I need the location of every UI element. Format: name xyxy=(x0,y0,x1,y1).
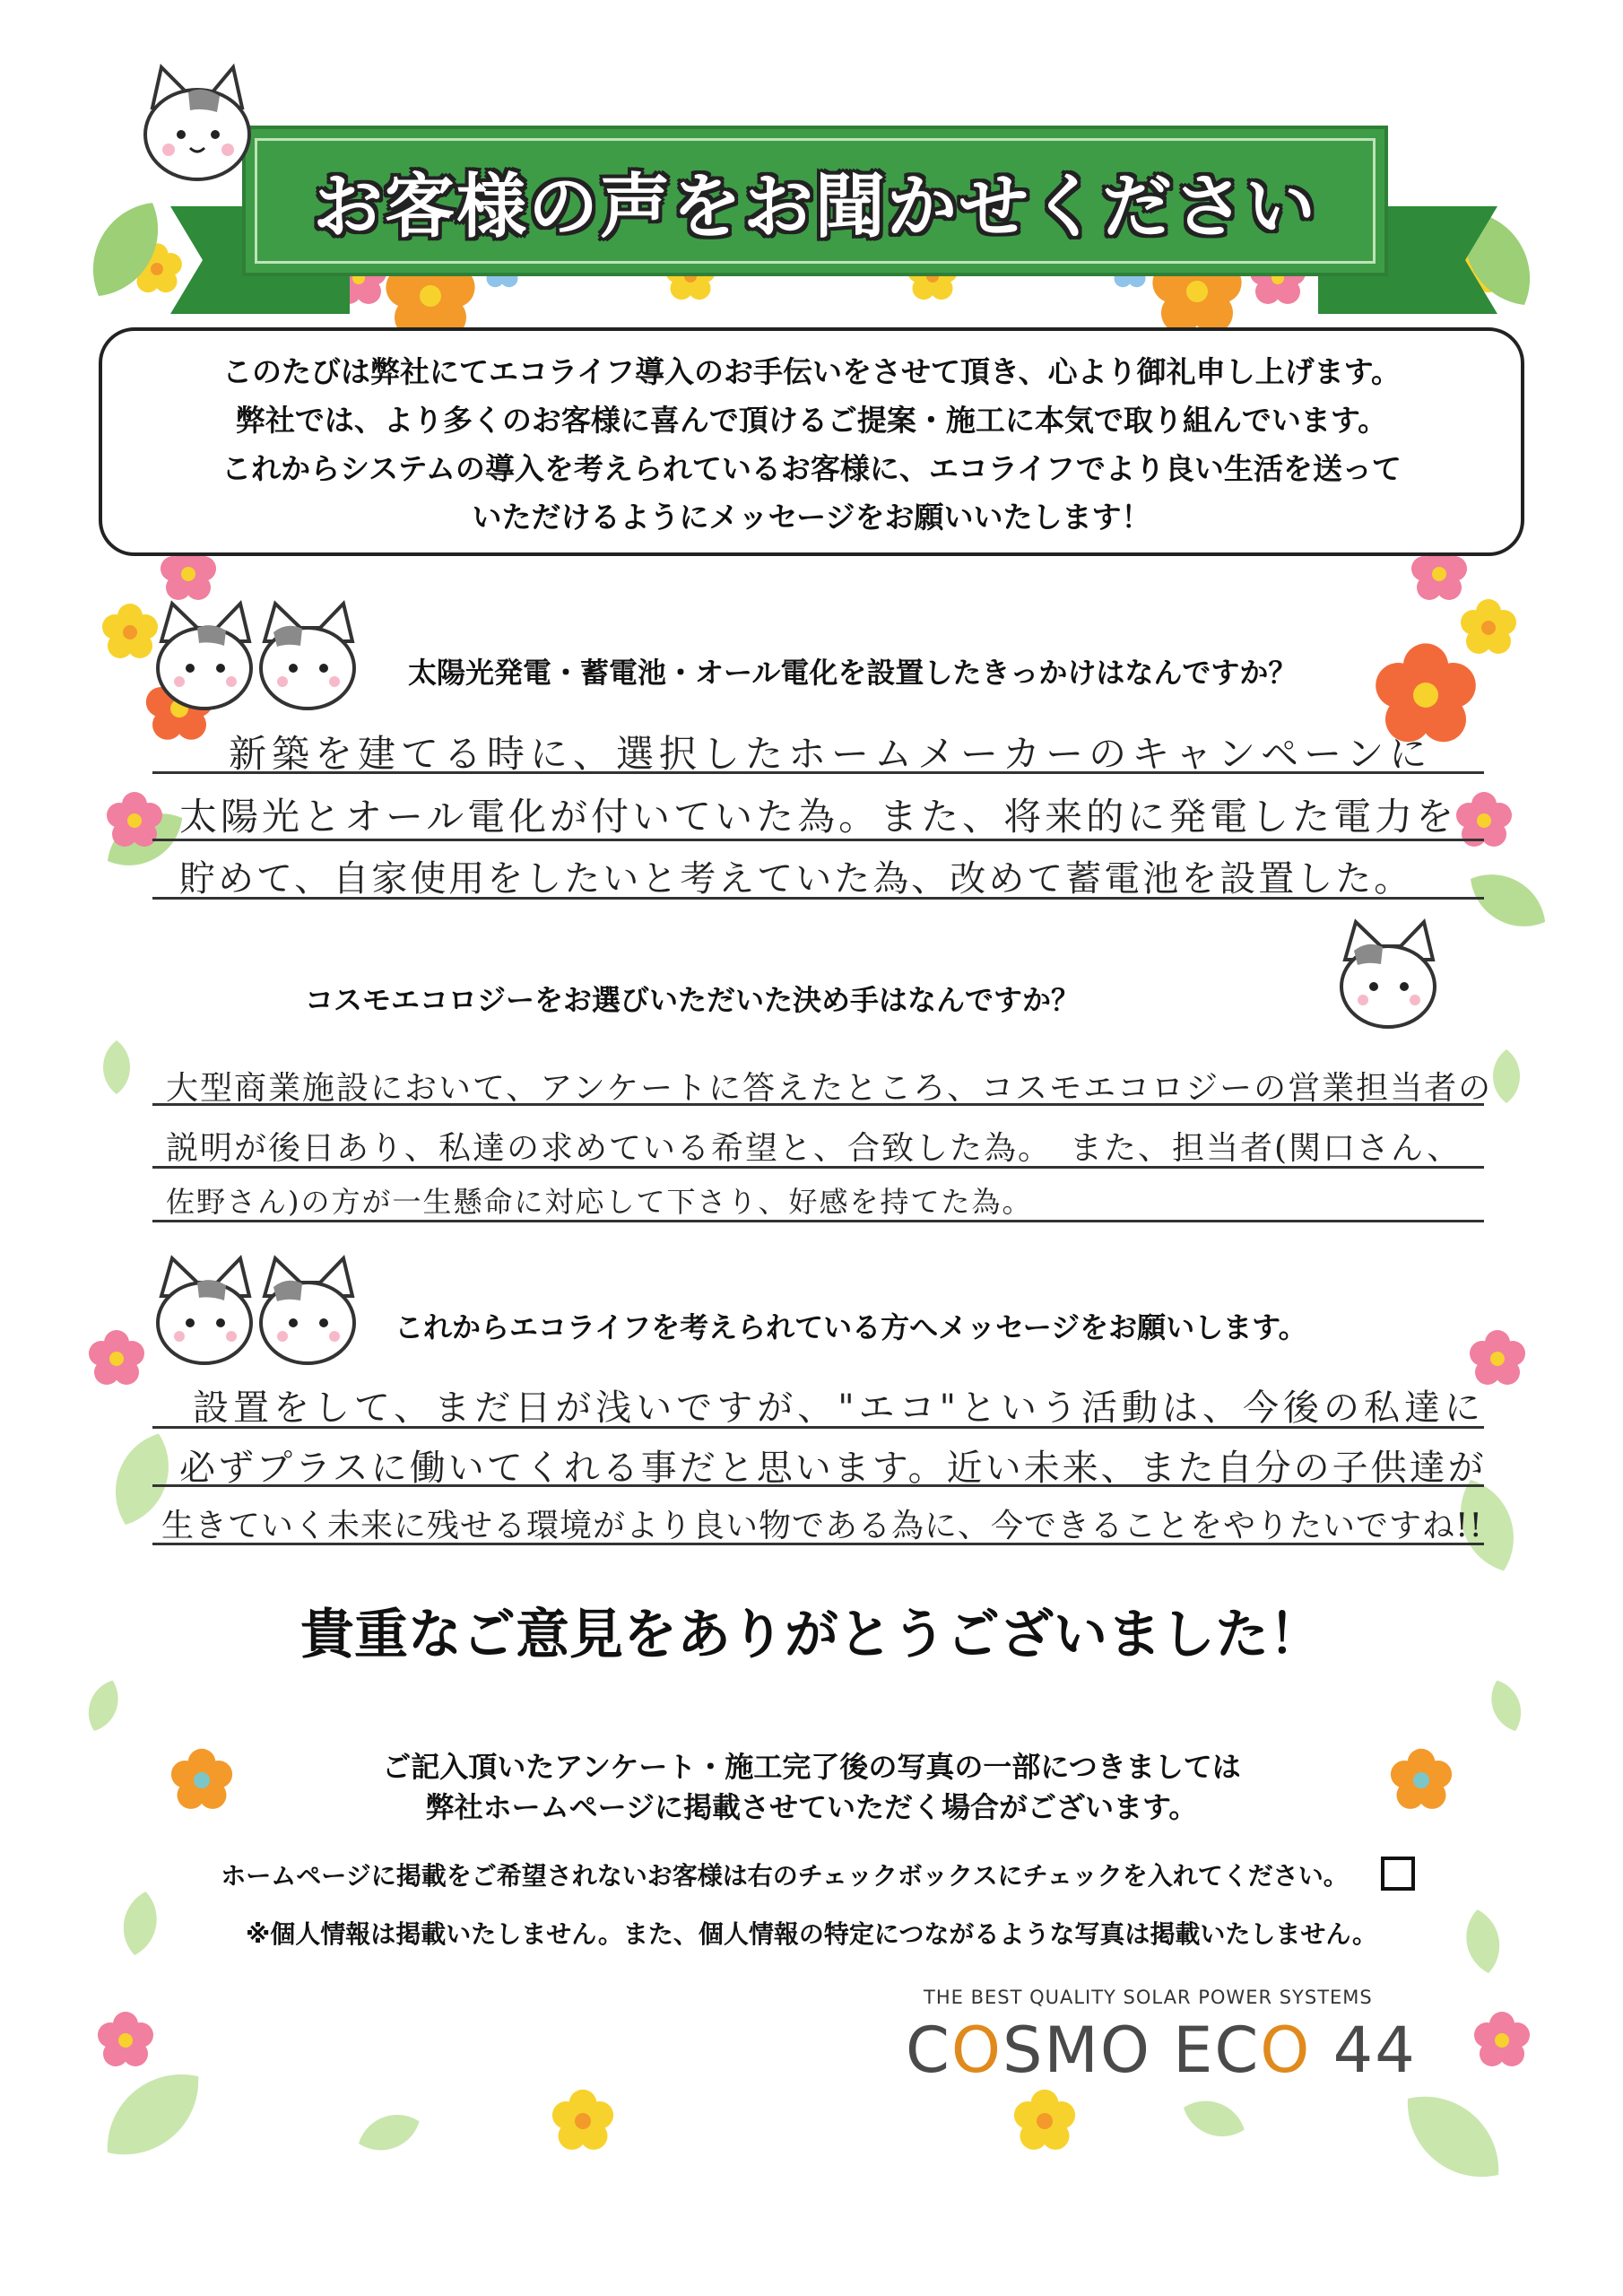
leaf-icon xyxy=(1389,2076,1518,2197)
intro-line: いただけるようにメッセージをお願いいたします！ xyxy=(472,500,1151,535)
intro-line: このたびは弊社にてエコライフ導入のお手伝いをさせて頂き、心より御礼申し上げます。 xyxy=(221,354,1402,389)
intro-message-box xyxy=(99,327,1524,556)
question-2: コスモエコロジーをお選びいただいた決め手はなんですか？ xyxy=(305,983,1081,1017)
intro-line: 弊社では、より多くのお客様に喜んで頂けるご提案・施工に本気で取り組んでいます。 xyxy=(235,403,1388,438)
answer-2-line: 大型商業施設において、アンケートに答えたところ、コスモエコロジーの営業担当者の xyxy=(166,1070,1493,1107)
cat-pair-icon xyxy=(152,1251,368,1377)
flower-icon xyxy=(89,1330,144,1385)
answer-3-line: 生きていく未来に残せる環境がより良い物である為に、今できることをやりたいですね!! xyxy=(161,1508,1483,1544)
publication-notice: ご記入頂いたアンケート・施工完了後の写真の一部につきましては xyxy=(382,1750,1241,1784)
logo-tagline: THE BEST QUALITY SOLAR POWER SYSTEMS xyxy=(924,1987,1373,2008)
cat-pair-icon xyxy=(152,596,368,722)
title-banner xyxy=(242,126,1388,276)
flower-icon xyxy=(102,604,158,658)
leaf-icon xyxy=(1484,1675,1528,1735)
answer-2-line: 説明が後日あり、私達の求めている希望と、合致した為。 また、担当者(関口さん、 xyxy=(166,1130,1462,1167)
opt-out-checkbox[interactable] xyxy=(1381,1857,1415,1891)
checkbox-label: ホームページに掲載をご希望されないお客様は右のチェックボックスにチェックを入れてください。 xyxy=(221,1861,1349,1891)
page-title: お客様の声をお聞かせください xyxy=(312,167,1317,248)
publication-notice: 弊社ホームページに掲載させていただく場合がございます。 xyxy=(425,1790,1198,1824)
cat-mascot-icon xyxy=(1336,915,1453,1040)
answer-3-line: 必ずプラスに働いてくれる事だと思います。近い未来、また自分の子供達が xyxy=(179,1448,1487,1489)
answer-3-line: 設置をして、まだ日が浅いですが、"エコ"という活動は、今後の私達に xyxy=(193,1387,1485,1429)
leaf-icon xyxy=(1178,2092,1250,2144)
answer-1-line: 貯めて、自家使用をしたいと考えていた為、改めて蓄電池を設置した。 xyxy=(179,858,1413,900)
privacy-notice: ※個人情報は掲載いたしません。また、個人情報の特定につながるような写真は掲載いたしません。 xyxy=(245,1919,1378,1949)
thanks-heading: 貴重なご意見をありがとうございました！ xyxy=(300,1604,1323,1666)
flower-icon xyxy=(552,2090,613,2150)
intro-line: これからシステムの導入を考えられているお客様に、エコライフでより良い生活を送って xyxy=(221,451,1402,486)
question-1: 太陽光発電・蓄電池・オール電化を設置したきっかけはなんですか？ xyxy=(408,656,1298,690)
question-3: これからエコライフを考えられている方へメッセージをお願いします。 xyxy=(395,1310,1307,1344)
flower-icon xyxy=(1474,2012,1530,2066)
company-logo: COSMO ECO 44 xyxy=(906,2013,1417,2087)
answer-1-line: 太陽光とオール電化が付いていた為。また、将来的に発電した電力を xyxy=(179,795,1458,839)
leaf-icon xyxy=(1493,1049,1520,1103)
flower-icon xyxy=(98,2012,153,2066)
answer-1-line: 新築を建てる時に、選択したホームメーカーのキャンペーンに xyxy=(229,732,1433,776)
leaf-icon xyxy=(1460,860,1556,941)
flower-icon xyxy=(1470,1330,1525,1385)
leaf-icon xyxy=(82,1675,126,1735)
answer-2-line: 佐野さん)の方が一生懸命に対応して下さり、好感を持てた為。 xyxy=(166,1185,1033,1219)
leaf-icon xyxy=(103,1040,130,1094)
leaf-icon xyxy=(353,2106,425,2158)
cat-mascot-icon xyxy=(135,58,260,193)
flower-icon xyxy=(1461,599,1516,654)
leaf-icon xyxy=(89,2054,218,2175)
flower-icon xyxy=(1014,2090,1075,2150)
